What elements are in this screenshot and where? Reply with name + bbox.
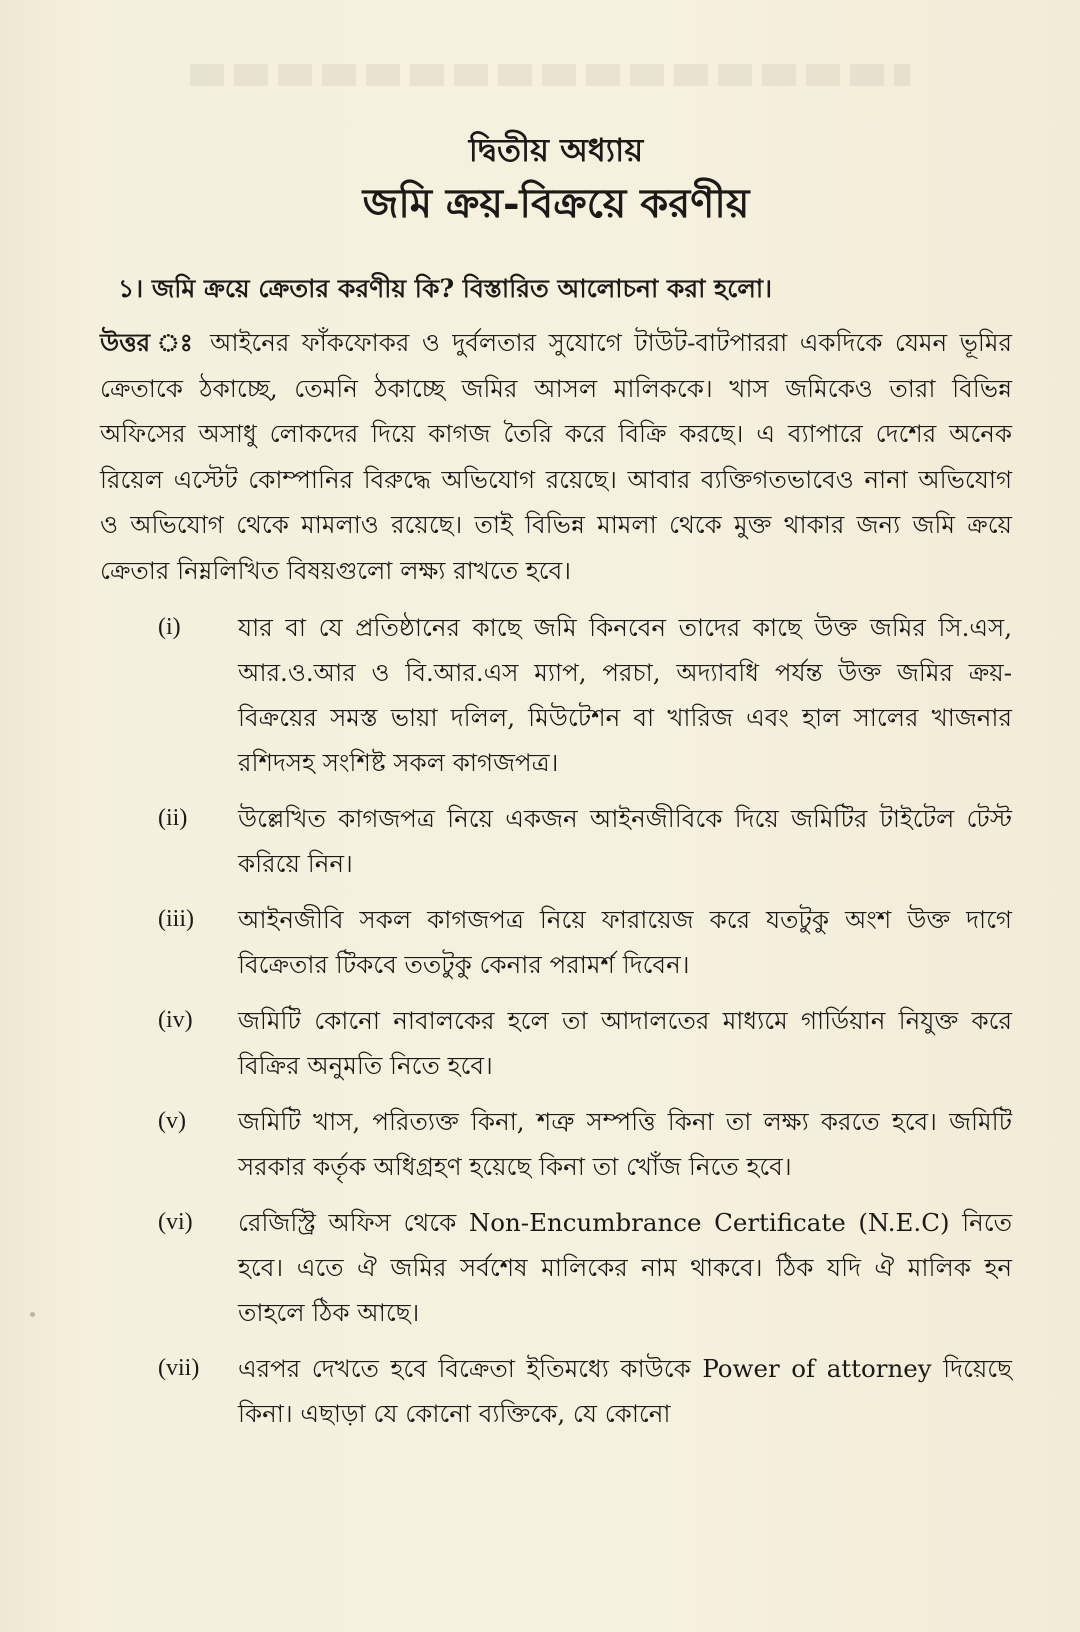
list-item-text: জমিটি কোনো নাবালকের হলে তা আদালতের মাধ্যমে গার্ডিয়ান নিযুক্ত করে বিক্রির অনুমতি নিতে হবে। [238, 1006, 1012, 1080]
bleed-through-header [190, 64, 910, 86]
list-item-number: (ii) [158, 805, 188, 831]
list-item-number: (v) [158, 1108, 186, 1134]
list-item-text: উল্লেখিত কাগজপত্র নিয়ে একজন আইনজীবিকে দিয়ে জমিটির টাইটেল টেস্ট করিয়ে নিন। [238, 804, 1012, 878]
list-item-text: যার বা যে প্রতিষ্ঠানের কাছে জমি কিনবেন তাদের কাছে উক্ত জমির সি.এস, আর.ও.আর ও বি.আর.এস ম্যাপ, পরচা, অদ্যাবধি পর্যন্ত উক্ত জমির ক্রয়-বিক্রয়ের সমস্ত ভায়া দলিল, মিউটেশন বা খারিজ এবং হাল সালের খাজনার রশিদসহ সংশিষ্ট সকল কাগজপত্র। [238, 613, 1012, 777]
list-item-text: জমিটি খাস, পরিত্যক্ত কিনা, শত্রু সম্পত্তি কিনা তা লক্ষ্য করতে হবে। জমিটি সরকার কর্তৃক অধিগ্রহণ হয়েছে কিনা তা খোঁজ নিতে হবে। [238, 1107, 1012, 1181]
list-item-text: রেজিস্ট্রি অফিস থেকে Non-Encumbrance Certificate (N.E.C) নিতে হবে। এতে ঐ জমির সর্বশেষ মালিকের নাম থাকবে। ঠিক যদি ঐ মালিক হন তাহলে ঠিক আছে। [238, 1208, 1012, 1327]
list-item-number: (iv) [158, 1007, 193, 1033]
list-item-text: আইনজীবি সকল কাগজপত্র নিয়ে ফারায়েজ করে যতটুকু অংশ উক্ত দাগে বিক্রেতার টিকবে ততটুকু কেনার পরামর্শ দিবেন। [238, 905, 1012, 979]
list-item [100, 796, 1012, 886]
chapter-heading: দ্বিতীয় অধ্যায় [468, 131, 644, 169]
list-item-number: (vii) [158, 1355, 200, 1381]
list-item [100, 1099, 1012, 1189]
answer-text: আইনের ফাঁকফোকর ও দুর্বলতার সুযোগে টাউট-বাটপাররা একদিকে যেমন ভূমির ক্রেতাকে ঠকাচ্ছে, তেমনি ঠকাচ্ছে জমির আসল মালিককে। খাস জমিকেও তারা বিভিন্ন অফিসের অসাধু লোকদের দিয়ে কাগজ তৈরি করে বিক্রি করছে। এ ব্যাপারে দেশের অনেক রিয়েল এস্টেট কোম্পানির বিরুদ্ধে অভিযোগ রয়েছে। আবার ব্যক্তিগতভাবেও নানা অভিযোগ ও অভিযোগ থেকে মামলাও রয়েছে। তাই বিভিন্ন মামলা থেকে মুক্ত থাকার জন্য জমি ক্রয়ে ক্রেতার নিম্নলিখিত বিষয়গুলো লক্ষ্য রাখতে হবে। [100, 328, 1012, 585]
question-heading: ১। জমি ক্রয়ে ক্রেতার করণীয় কি? বিস্তারিত আলোচনা করা হলো। [118, 274, 773, 303]
list-item-text: এরপর দেখতে হবে বিক্রেতা ইতিমধ্যে কাউকে Power of attorney দিয়েছে কিনা। এছাড়া যে কোনো ব্যক্তিকে, যে কোনো [238, 1354, 1012, 1428]
answer-label: উত্তর ঃ [100, 328, 198, 357]
paper-speck [30, 1312, 35, 1317]
page-content [100, 128, 1012, 1447]
list-item [100, 1346, 1012, 1436]
requirements-list [100, 605, 1012, 1436]
chapter-title: জমি ক্রয়-বিক্রয়ে করণীয় [362, 180, 750, 227]
list-item-number: (i) [158, 614, 181, 640]
answer-paragraph [100, 320, 1012, 593]
list-item [100, 1200, 1012, 1335]
list-item [100, 998, 1012, 1088]
list-item-number: (vi) [158, 1209, 193, 1235]
list-item [100, 605, 1012, 785]
list-item [100, 897, 1012, 987]
list-item-number: (iii) [158, 906, 194, 932]
